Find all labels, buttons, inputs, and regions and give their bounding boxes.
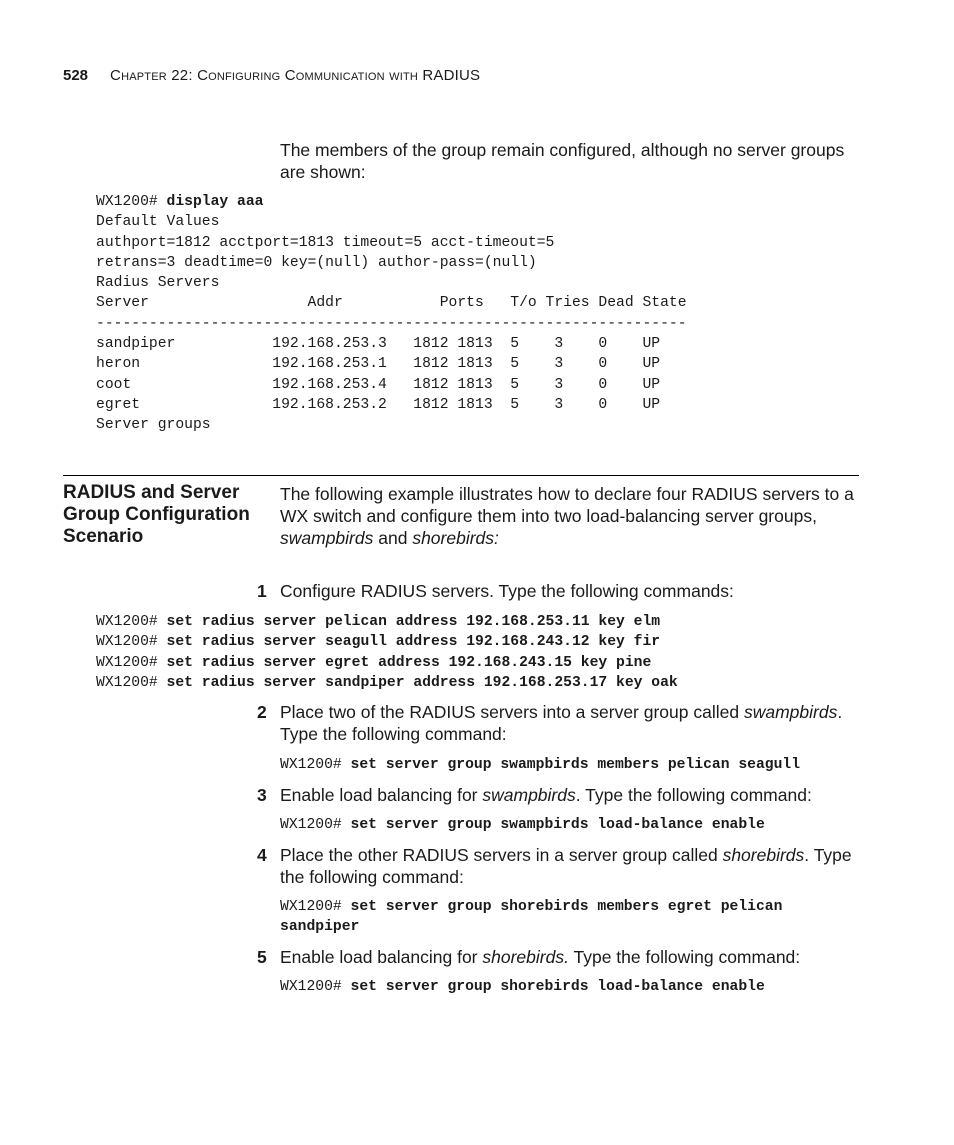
output-line: retrans=3 deadtime=0 key=(null) author-pass=(null)	[96, 254, 537, 271]
step-number: 4	[257, 845, 267, 865]
cli-command-continuation: sandpiper	[280, 919, 360, 936]
step-text: Place the other RADIUS servers in a server group called shorebirds. Type the following command:	[280, 845, 852, 887]
table-row: sandpiper 192.168.253.3 1812 1813 5 3 0 UP	[96, 336, 661, 353]
output-line: Default Values	[96, 214, 220, 231]
cli-prompt: WX1200#	[96, 634, 158, 651]
command-block	[280, 977, 765, 997]
table-row: coot 192.168.253.4 1812 1813 5 3 0 UP	[96, 376, 661, 393]
group-name: shorebirds	[722, 845, 805, 865]
command-block	[280, 755, 800, 775]
cli-command: set server group swampbirds load-balance enable	[350, 817, 765, 833]
intro-paragraph: The members of the group remain configured, although no server groups are shown:	[280, 140, 845, 182]
step-text: Enable load balancing for swampbirds. Type the following command:	[280, 785, 812, 805]
cli-command: set server group shorebirds load-balance enable	[350, 979, 765, 995]
cli-command: set server group swampbirds members pelican seagull	[350, 757, 801, 773]
cli-prompt: WX1200#	[96, 614, 158, 630]
chapter-title: Chapter 22: Configuring Communication with RADIUS	[110, 67, 481, 84]
output-line: Radius Servers	[96, 275, 220, 292]
page-number: 528	[63, 67, 89, 84]
cli-command: set radius server egret address 192.168.243.15 key pine	[166, 654, 652, 671]
cli-command: display aaa	[166, 194, 264, 210]
display-aaa-output	[96, 192, 687, 436]
running-header	[63, 67, 480, 84]
cli-prompt: WX1200#	[280, 817, 342, 833]
table-row: heron 192.168.253.1 1812 1813 5 3 0 UP	[96, 356, 661, 373]
cli-prompt: WX1200#	[96, 194, 158, 210]
step-text: Enable load balancing for shorebirds. Type the following command:	[280, 947, 801, 967]
section-heading: RADIUS and Server Group Configuration Scenario	[63, 482, 250, 547]
output-line: authport=1812 acctport=1813 timeout=5 acct-timeout=5	[96, 234, 555, 251]
table-row: egret 192.168.253.2 1812 1813 5 3 0 UP	[96, 396, 661, 413]
cli-command: set radius server pelican address 192.168.253.11 key elm	[166, 614, 661, 630]
command-block	[280, 815, 765, 835]
step-number: 3	[257, 785, 267, 805]
group-name: swampbirds	[743, 702, 838, 722]
step-number: 1	[257, 581, 267, 601]
step-text: Configure RADIUS servers. Type the following commands:	[280, 581, 734, 601]
table-separator: -------------------------------------------------------------------	[96, 315, 687, 332]
cli-prompt: WX1200#	[280, 979, 342, 995]
step-number: 5	[257, 947, 267, 967]
cli-command: set server group shorebirds members egret pelican	[350, 899, 783, 915]
cli-prompt: WX1200#	[280, 757, 342, 773]
group-name: swampbirds	[280, 528, 374, 548]
cli-prompt: WX1200#	[280, 899, 342, 915]
cli-command: set radius server sandpiper address 192.168.253.17 key oak	[166, 674, 678, 691]
cli-command: set radius server seagull address 192.168.243.12 key fir	[166, 634, 661, 651]
cli-prompt: WX1200#	[96, 654, 158, 671]
step-text: Place two of the RADIUS servers into a server group called swampbirds. Type the following command:	[280, 702, 843, 744]
command-block	[96, 612, 678, 693]
group-name: shorebirds.	[482, 947, 569, 967]
table-header: Server Addr Ports T/o Tries Dead State	[96, 295, 687, 312]
step-number: 2	[257, 702, 267, 722]
cli-prompt: WX1200#	[96, 674, 158, 691]
section-intro: The following example illustrates how to declare four RADIUS servers to a WX switch and configure them into two load-balancing server groups, swampbirds and shorebirds:	[280, 484, 854, 548]
group-name: swampbirds	[482, 785, 576, 805]
section-divider	[63, 475, 859, 476]
output-line: Server groups	[96, 417, 211, 434]
command-block	[280, 897, 782, 938]
group-name: shorebirds:	[412, 528, 499, 548]
